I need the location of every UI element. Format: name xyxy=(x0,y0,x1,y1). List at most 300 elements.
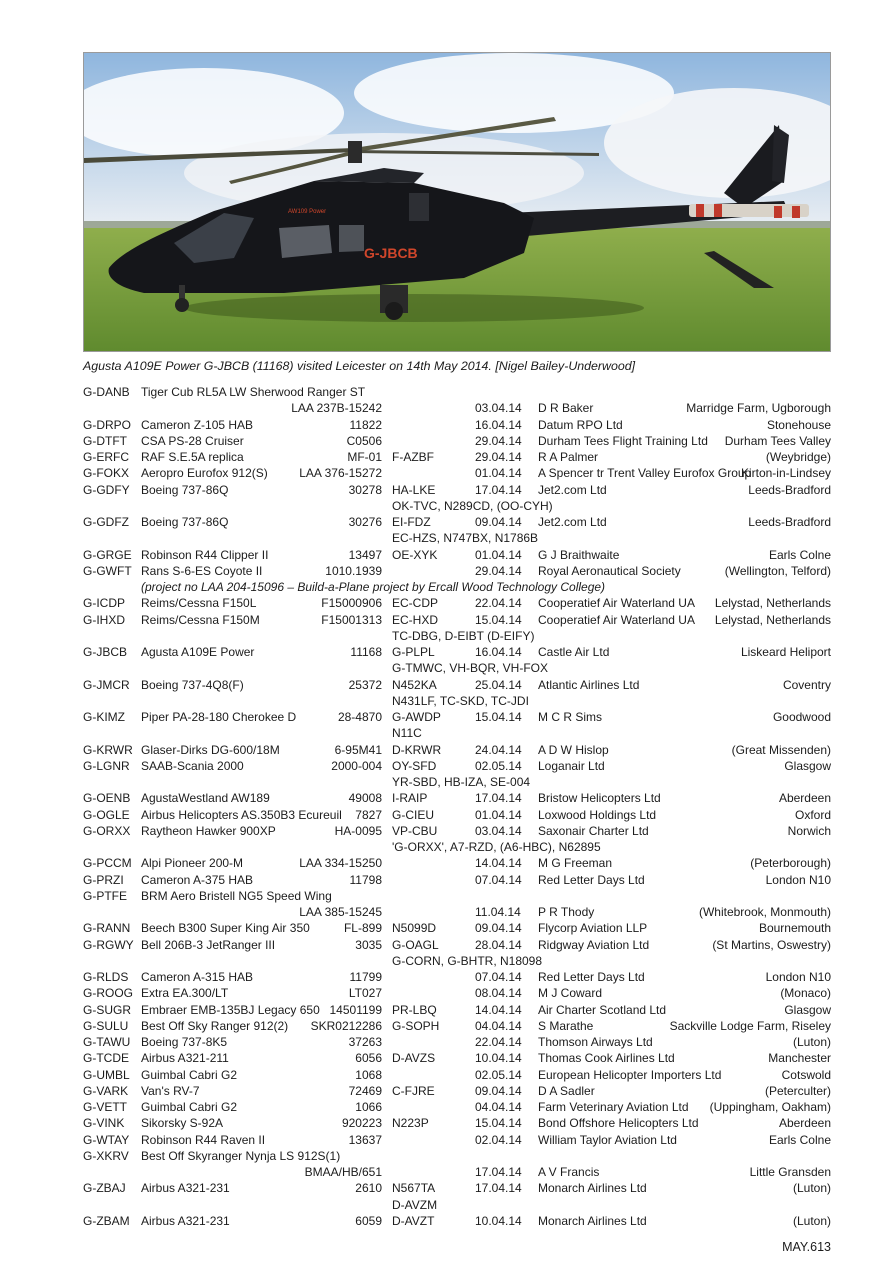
constructor-number: 28-4870 xyxy=(337,710,382,724)
register-entry xyxy=(83,514,831,530)
previous-identity: EC-CDP xyxy=(392,596,439,611)
registration-date: 28.04.14 xyxy=(475,937,522,952)
registration: G-VARK xyxy=(83,1083,129,1098)
registration-date: 04.04.14 xyxy=(475,1100,522,1114)
base-location: Glasgow xyxy=(784,1002,831,1017)
registration-date: 03.04.14 xyxy=(475,823,522,838)
owner-name: Farm Veterinary Aviation Ltd xyxy=(538,1100,689,1114)
constructor-number: 30278 xyxy=(348,482,382,497)
registration: G-KIMZ xyxy=(83,710,125,724)
register-entry xyxy=(83,547,831,563)
aircraft-type: Rans S-6-ES Coyote II xyxy=(141,563,263,578)
registration-date: 15.04.14 xyxy=(475,1116,522,1131)
base-location: Little Gransden xyxy=(749,1165,831,1179)
registration-marking: G-JBCB xyxy=(364,245,418,261)
owner-name: R A Palmer xyxy=(538,450,599,464)
owner-name: Saxonair Charter Ltd xyxy=(538,823,649,838)
base-location: (Weybridge) xyxy=(765,450,831,464)
owner-name: Monarch Airlines Ltd xyxy=(538,1181,647,1196)
base-location: Earls Colne xyxy=(768,547,831,562)
constructor-number: 920223 xyxy=(341,1116,382,1131)
aircraft-type: Boeing 737-86Q xyxy=(141,515,229,529)
previous-identity: I-RAIP xyxy=(392,791,428,806)
register-entry xyxy=(83,742,831,758)
previous-identity: F-AZBF xyxy=(392,450,434,464)
registration-date: 01.04.14 xyxy=(475,547,522,562)
registration-date: 09.04.14 xyxy=(475,1083,522,1098)
registration: G-FOKX xyxy=(83,466,130,481)
base-location: Earls Colne xyxy=(768,1132,831,1147)
base-location: Aberdeen xyxy=(778,1116,831,1131)
previous-identity: G-AWDP xyxy=(392,710,441,724)
registration: G-IHXD xyxy=(83,612,125,627)
aircraft-type: Embraer EMB-135BJ Legacy 650 xyxy=(141,1002,320,1017)
previous-identity: G-SOPH xyxy=(392,1018,440,1033)
registration: G-GRGE xyxy=(83,547,132,562)
constructor-number: F15000906 xyxy=(321,596,382,611)
owner-name: Datum RPO Ltd xyxy=(538,417,623,432)
constructor-number: HA-0095 xyxy=(334,823,382,838)
owner-name: S Marathe xyxy=(538,1018,594,1033)
register-entry xyxy=(83,1002,831,1018)
base-location: Cotswold xyxy=(781,1067,831,1082)
aircraft-type: Boeing 737-86Q xyxy=(141,482,229,497)
registration: G-VETT xyxy=(83,1100,127,1114)
registration: G-GWFT xyxy=(83,563,132,578)
previous-identities-line xyxy=(83,660,831,676)
registration: G-OGLE xyxy=(83,807,130,822)
registration-date: 02.05.14 xyxy=(475,758,522,773)
owner-name: Bristow Helicopters Ltd xyxy=(538,791,661,806)
previous-identity: D-AVZT xyxy=(392,1213,435,1228)
owner-name: M G Freeman xyxy=(538,856,613,871)
base-location: (Peterborough) xyxy=(750,856,831,871)
aircraft-type: Beech B300 Super King Air 350 xyxy=(141,921,310,936)
aircraft-type: Reims/Cessna F150M xyxy=(141,612,260,627)
base-location: (Luton) xyxy=(792,1213,831,1228)
registration-date: 24.04.14 xyxy=(475,742,522,757)
constructor-number: LT027 xyxy=(348,986,382,1001)
registration-date: 29.04.14 xyxy=(475,433,522,448)
base-location: Sackville Lodge Farm, Riseley xyxy=(669,1018,831,1033)
register-entry xyxy=(83,1099,831,1115)
aircraft-type: Glaser-Dirks DG-600/18M xyxy=(141,742,280,757)
constructor-number: 7827 xyxy=(355,807,382,822)
aircraft-type: Guimbal Cabri G2 xyxy=(141,1067,238,1082)
registration-date: 02.05.14 xyxy=(475,1067,522,1082)
constructor-number: 1066 xyxy=(355,1100,382,1114)
previous-identity: VP-CBU xyxy=(392,823,438,838)
constructor-number: 25372 xyxy=(348,677,382,692)
constructor-number: F15001313 xyxy=(321,612,382,627)
constructor-number: BMAA/HB/651 xyxy=(304,1165,382,1179)
previous-identities-line xyxy=(83,530,831,546)
previous-identity: C-FJRE xyxy=(392,1083,435,1098)
previous-identities-line xyxy=(83,774,831,790)
owner-name: Monarch Airlines Ltd xyxy=(538,1213,647,1228)
base-location: Coventry xyxy=(782,677,831,692)
register-entry xyxy=(83,612,831,628)
registration: G-JMCR xyxy=(83,677,130,692)
register-entry xyxy=(83,400,831,416)
registration: G-RANN xyxy=(83,921,131,936)
registration-date: 14.04.14 xyxy=(475,856,522,871)
register-entry xyxy=(83,937,831,953)
registration-date: 02.04.14 xyxy=(475,1132,522,1147)
constructor-number: 6056 xyxy=(355,1051,382,1066)
aircraft-type: Tiger Cub RL5A LW Sherwood Ranger ST xyxy=(141,385,366,399)
aircraft-type: AgustaWestland AW189 xyxy=(141,791,270,806)
owner-name: William Taylor Aviation Ltd xyxy=(538,1132,677,1147)
registration: G-PTFE xyxy=(83,888,127,903)
aircraft-type: Cameron Z-105 HAB xyxy=(141,417,254,432)
owner-name: A D W Hislop xyxy=(538,742,609,757)
owner-name: A V Francis xyxy=(538,1165,600,1179)
previous-identities-line xyxy=(83,1197,831,1213)
owner-name: M C R Sims xyxy=(538,710,602,724)
constructor-number: 1010.1939 xyxy=(325,563,382,578)
previous-identity: N5099D xyxy=(392,921,437,936)
previous-identities: YR-SBD, HB-IZA, SE-004 xyxy=(392,775,531,789)
registration-date: 17.04.14 xyxy=(475,1181,522,1196)
photo-caption: Agusta A109E Power G-JBCB (11168) visited Leicester on 14th May 2014. [Nigel Bailey-Underwood] xyxy=(83,359,636,373)
base-location: (Peterculter) xyxy=(764,1083,831,1098)
registration: G-ICDP xyxy=(83,596,125,611)
previous-identity: N567TA xyxy=(392,1181,436,1196)
base-location: London N10 xyxy=(765,872,831,887)
constructor-number: 2000-004 xyxy=(331,758,382,773)
previous-identity: OE-XYK xyxy=(392,547,438,562)
base-location: Marridge Farm, Ugborough xyxy=(686,401,831,416)
register-entry xyxy=(83,709,831,725)
registration-date: 16.04.14 xyxy=(475,417,522,432)
previous-identities-line xyxy=(83,839,831,855)
base-location: Lelystad, Netherlands xyxy=(714,596,831,611)
register-entry xyxy=(83,1067,831,1083)
base-location: (Great Missenden) xyxy=(731,742,831,757)
entry-note: (project no LAA 204-15096 – Build-a-Plane project by Ercall Wood Technology College) xyxy=(141,580,606,594)
registration-date: 17.04.14 xyxy=(475,1165,522,1179)
constructor-number: LAA 376-15272 xyxy=(299,466,382,481)
previous-identity: G-OAGL xyxy=(392,937,439,952)
constructor-number: SKR0212286 xyxy=(310,1018,382,1033)
previous-identity: D-AVZS xyxy=(392,1051,436,1066)
registration: G-WTAY xyxy=(83,1132,130,1147)
registration: G-SULU xyxy=(83,1018,129,1033)
aircraft-type: Airbus A321-231 xyxy=(141,1181,230,1196)
constructor-number: 13637 xyxy=(348,1132,382,1147)
previous-identity: OY-SFD xyxy=(392,758,437,773)
register-entry xyxy=(83,384,831,400)
base-location: Bournemouth xyxy=(758,921,831,936)
base-location: (Monaco) xyxy=(780,986,831,1001)
registration-date: 07.04.14 xyxy=(475,970,522,984)
register-entry xyxy=(83,1164,831,1180)
owner-name: A Spencer tr Trent Valley Eurofox Group xyxy=(538,466,752,481)
registration-date: 17.04.14 xyxy=(475,482,522,497)
register-entry xyxy=(83,433,831,449)
owner-name: Flycorp Aviation LLP xyxy=(538,921,648,936)
register-entry xyxy=(83,985,831,1001)
registration: G-GDFY xyxy=(83,482,130,497)
aircraft-type: CSA PS-28 Cruiser xyxy=(141,433,244,448)
previous-identity: N452KA xyxy=(392,677,437,692)
constructor-number: 14501199 xyxy=(329,1002,382,1017)
owner-name: Loganair Ltd xyxy=(538,758,605,773)
registration: G-XKRV xyxy=(83,1148,129,1163)
register-entry xyxy=(83,1115,831,1131)
owner-name: Jet2.com Ltd xyxy=(538,515,607,529)
register-entry xyxy=(83,595,831,611)
register-entry xyxy=(83,904,831,920)
base-location: Norwich xyxy=(787,823,831,838)
registration-date: 25.04.14 xyxy=(475,677,522,692)
base-location: Goodwood xyxy=(772,710,831,724)
previous-identity: HA-LKE xyxy=(392,482,436,497)
previous-identities: D-AVZM xyxy=(392,1197,438,1212)
constructor-number: 11822 xyxy=(349,417,382,432)
base-location: (Uppingham, Oakham) xyxy=(709,1100,831,1114)
aircraft-type: Robinson R44 Clipper II xyxy=(141,547,269,562)
owner-name: Bond Offshore Helicopters Ltd xyxy=(538,1116,699,1131)
registration-date: 03.04.14 xyxy=(475,401,522,416)
aircraft-type: BRM Aero Bristell NG5 Speed Wing xyxy=(141,888,332,903)
constructor-number: FL-899 xyxy=(343,921,382,936)
registration-date: 01.04.14 xyxy=(475,466,522,481)
aircraft-type: Piper PA-28-180 Cherokee D xyxy=(141,710,297,724)
register-entry xyxy=(83,790,831,806)
aircraft-type: Best Off Sky Ranger 912(2) xyxy=(141,1018,289,1033)
registration: G-TCDE xyxy=(83,1051,129,1066)
previous-identity: EC-HXD xyxy=(392,612,439,627)
registration: G-SUGR xyxy=(83,1002,131,1017)
registration: G-LGNR xyxy=(83,758,130,773)
constructor-number: 37263 xyxy=(348,1035,382,1049)
owner-name: G J Braithwaite xyxy=(538,547,620,562)
registration: G-UMBL xyxy=(83,1067,130,1082)
register-entry xyxy=(83,1050,831,1066)
registration: G-PRZI xyxy=(83,872,124,887)
constructor-number: 13497 xyxy=(348,547,382,562)
previous-identities-line xyxy=(83,693,831,709)
registration-date: 14.04.14 xyxy=(475,1002,522,1017)
previous-identity: EI-FDZ xyxy=(392,515,431,529)
registration-date: 07.04.14 xyxy=(475,872,522,887)
owner-name: Royal Aeronautical Society xyxy=(538,563,681,578)
registration: G-DANB xyxy=(83,385,130,399)
register-entry xyxy=(83,1083,831,1099)
base-location: Manchester xyxy=(768,1051,831,1066)
aircraft-type: Boeing 737-8K5 xyxy=(141,1035,228,1049)
aircraft-type: Aeropro Eurofox 912(S) xyxy=(141,466,268,481)
base-location: Lelystad, Netherlands xyxy=(714,612,831,627)
owner-name: Cooperatief Air Waterland UA xyxy=(538,612,695,627)
registration: G-TAWU xyxy=(83,1035,131,1049)
base-location: Leeds-Bradford xyxy=(748,515,831,529)
base-location: London N10 xyxy=(765,970,831,984)
register-entry xyxy=(83,855,831,871)
aircraft-type: Airbus Helicopters AS.350B3 Ecureuil xyxy=(141,807,342,822)
registration-date: 22.04.14 xyxy=(475,1035,522,1049)
registration-date: 15.04.14 xyxy=(475,710,522,724)
owner-name: P R Thody xyxy=(538,905,595,919)
previous-identities: G-CORN, G-BHTR, N18098 xyxy=(392,953,543,968)
owner-name: European Helicopter Importers Ltd xyxy=(538,1067,722,1082)
type-marking: AW109 Power xyxy=(288,209,327,215)
owner-name: D R Baker xyxy=(538,401,594,416)
aircraft-type: Van's RV-7 xyxy=(141,1083,200,1098)
register-entry xyxy=(83,823,831,839)
constructor-number: 1068 xyxy=(355,1067,382,1082)
registration-date: 29.04.14 xyxy=(475,450,522,464)
owner-name: Cooperatief Air Waterland UA xyxy=(538,596,695,611)
registration: G-VINK xyxy=(83,1116,125,1131)
previous-identities: OK-TVC, N289CD, (OO-CYH) xyxy=(392,498,553,513)
constructor-number: 6059 xyxy=(355,1213,382,1228)
aircraft-type: Best Off Skyranger Nynja LS 912S(1) xyxy=(141,1148,341,1163)
registration: G-ZBAJ xyxy=(83,1181,126,1196)
base-location: Liskeard Heliport xyxy=(740,645,831,659)
constructor-number: LAA 334-15250 xyxy=(299,856,382,871)
register-entry xyxy=(83,1018,831,1034)
constructor-number: 49008 xyxy=(348,791,382,806)
previous-identities: EC-HZS, N747BX, N1786B xyxy=(392,531,539,546)
registration: G-OENB xyxy=(83,791,131,806)
previous-identities: N431LF, TC-SKD, TC-JDI xyxy=(392,693,529,708)
constructor-number: C0506 xyxy=(346,433,382,448)
register-entry xyxy=(83,872,831,888)
registration-date: 09.04.14 xyxy=(475,515,522,529)
registration: G-PCCM xyxy=(83,856,132,871)
register-entry xyxy=(83,969,831,985)
aircraft-type: Robinson R44 Raven II xyxy=(141,1132,266,1147)
aircraft-type: SAAB-Scania 2000 xyxy=(141,758,244,773)
registration: G-JBCB xyxy=(83,645,128,659)
register-entry xyxy=(83,1132,831,1148)
register-entry xyxy=(83,807,831,823)
aircraft-type: Extra EA.300/LT xyxy=(141,986,229,1001)
previous-identities-line xyxy=(83,725,831,741)
previous-identity: N223P xyxy=(392,1116,429,1131)
base-location: Aberdeen xyxy=(778,791,831,806)
aircraft-type: Bell 206B-3 JetRanger III xyxy=(141,937,276,952)
owner-name: Castle Air Ltd xyxy=(538,645,610,659)
aircraft-type: Airbus A321-211 xyxy=(141,1051,229,1066)
base-location: Kirton-in-Lindsey xyxy=(740,466,831,481)
registration: G-RLDS xyxy=(83,970,129,984)
aircraft-type: Reims/Cessna F150L xyxy=(141,596,257,611)
register-table xyxy=(83,384,831,1229)
aircraft-type: Raytheon Hawker 900XP xyxy=(141,823,276,838)
constructor-number: 72469 xyxy=(348,1083,382,1098)
owner-name: Thomas Cook Airlines Ltd xyxy=(538,1051,675,1066)
base-location: Stonehouse xyxy=(766,417,831,432)
constructor-number: 2610 xyxy=(355,1181,382,1196)
registration-date: 17.04.14 xyxy=(475,791,522,806)
previous-identities: 'G-ORXX', A7-RZD, (A6-HBC), N62895 xyxy=(392,840,601,854)
previous-identity: G-CIEU xyxy=(392,807,434,822)
base-location: (Wellington, Telford) xyxy=(724,563,831,578)
previous-identities-line xyxy=(83,628,831,644)
registration: G-KRWR xyxy=(83,742,133,757)
registration: G-RGWY xyxy=(83,937,134,952)
registration-date: 04.04.14 xyxy=(475,1018,522,1033)
aircraft-type: Boeing 737-4Q8(F) xyxy=(141,677,244,692)
constructor-number: 30276 xyxy=(348,515,382,529)
registration-date: 15.04.14 xyxy=(475,612,522,627)
registration-date: 22.04.14 xyxy=(475,596,522,611)
registration-date: 29.04.14 xyxy=(475,563,522,578)
previous-identity: PR-LBQ xyxy=(392,1002,437,1017)
page-number: MAY.613 xyxy=(782,1240,831,1254)
previous-identity: G-PLPL xyxy=(392,645,435,659)
register-entry xyxy=(83,677,831,693)
register-entry xyxy=(83,1034,831,1050)
owner-name: Loxwood Holdings Ltd xyxy=(538,807,657,822)
owner-name: Ridgway Aviation Ltd xyxy=(538,937,650,952)
aircraft-type: Agusta A109E Power xyxy=(141,645,255,659)
registration-date: 10.04.14 xyxy=(475,1051,522,1066)
register-entry xyxy=(83,465,831,481)
registration-date: 01.04.14 xyxy=(475,807,522,822)
owner-name: Air Charter Scotland Ltd xyxy=(538,1002,667,1017)
registration: G-GDFZ xyxy=(83,515,129,529)
base-location: Leeds-Bradford xyxy=(748,482,831,497)
register-entry xyxy=(83,417,831,433)
base-location: (Luton) xyxy=(792,1181,831,1196)
register-entry xyxy=(83,758,831,774)
base-location: Durham Tees Valley xyxy=(724,433,831,448)
registration: G-ZBAM xyxy=(83,1213,130,1228)
base-location: (Luton) xyxy=(792,1035,831,1049)
base-location: Oxford xyxy=(794,807,831,822)
owner-name: D A Sadler xyxy=(538,1083,595,1098)
owner-name: Atlantic Airlines Ltd xyxy=(538,677,640,692)
register-entry xyxy=(83,482,831,498)
constructor-number: 11799 xyxy=(349,970,382,984)
entry-note-line xyxy=(83,579,831,595)
aircraft-type: Alpi Pioneer 200-M xyxy=(141,856,244,871)
base-location: (St Martins, Oswestry) xyxy=(712,937,831,952)
base-location: (Whitebrook, Monmouth) xyxy=(698,905,831,919)
aircraft-type: Guimbal Cabri G2 xyxy=(141,1100,238,1114)
owner-name: Thomson Airways Ltd xyxy=(538,1035,653,1049)
registration-date: 08.04.14 xyxy=(475,986,522,1001)
owner-name: Red Letter Days Ltd xyxy=(538,970,645,984)
aircraft-type: Cameron A-375 HAB xyxy=(141,872,254,887)
constructor-number: LAA 237B-15242 xyxy=(291,401,382,416)
helicopter-photo xyxy=(83,52,831,352)
owner-name: Jet2.com Ltd xyxy=(538,482,607,497)
register-entry xyxy=(83,449,831,465)
register-entry xyxy=(83,920,831,936)
constructor-number: 3035 xyxy=(355,937,382,952)
register-entry xyxy=(83,1148,831,1164)
previous-identities-line xyxy=(83,953,831,969)
owner-name: Red Letter Days Ltd xyxy=(538,872,645,887)
aircraft-type: Sikorsky S-92A xyxy=(141,1116,224,1131)
constructor-number: LAA 385-15245 xyxy=(299,905,382,919)
registration-date: 09.04.14 xyxy=(475,921,522,936)
registration: G-DTFT xyxy=(83,433,127,448)
registration: G-ORXX xyxy=(83,823,131,838)
base-location: Glasgow xyxy=(784,758,831,773)
register-entry xyxy=(83,888,831,904)
register-entry xyxy=(83,1213,831,1229)
owner-name: M J Coward xyxy=(538,986,603,1001)
registration-date: 16.04.14 xyxy=(475,645,522,659)
aircraft-type: Airbus A321-231 xyxy=(141,1213,230,1228)
